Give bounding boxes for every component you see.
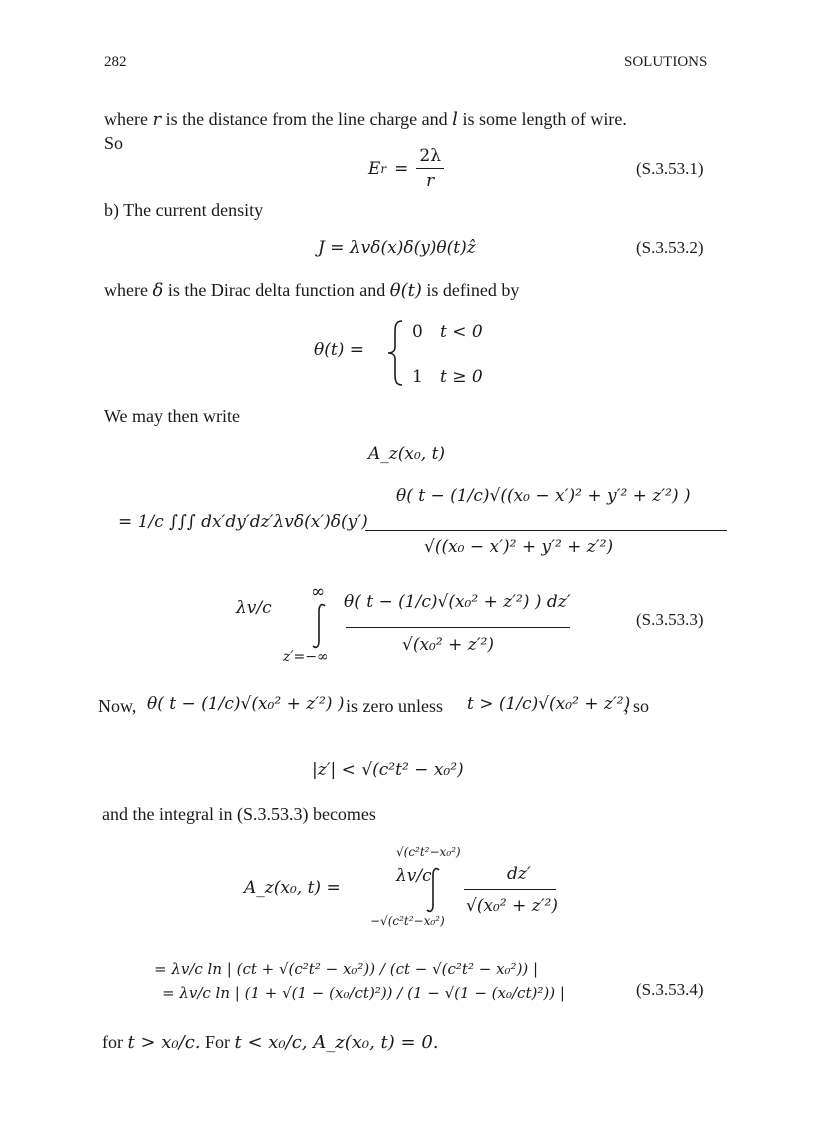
eq1-equals: = bbox=[394, 158, 409, 179]
fraction-bar bbox=[346, 627, 570, 628]
symbol-theta-t: θ(t) bbox=[389, 280, 422, 301]
symbol-r: r bbox=[152, 109, 162, 130]
eq1-lhs: E bbox=[368, 158, 381, 179]
az-heading: A_z(x₀, t) bbox=[368, 444, 446, 464]
eq3-upper-limit: ∞ bbox=[311, 582, 326, 602]
equation-s3532: J = λvδ(x)δ(y)θ(t)ẑ bbox=[318, 238, 476, 258]
text-so-comma: , so bbox=[624, 696, 650, 716]
text-segment: is defined by bbox=[421, 280, 520, 300]
eq-label-s3534: (S.3.53.4) bbox=[636, 980, 704, 999]
text-so: So bbox=[104, 133, 124, 153]
triple-integral-prefix: = 1/c ∫∫∫ dx′dy′dz′λvδ(x′)δ(y′) bbox=[118, 512, 368, 532]
equation-s3531 bbox=[368, 146, 444, 191]
text-segment: is the Dirac delta function and bbox=[163, 280, 390, 300]
eq-label-s3533: (S.3.53.3) bbox=[636, 610, 704, 629]
eq4-part1: = λv/c ln | (ct + √(c²t² − x₀²)) / (ct − √(c²t² − x₀²)) | bbox=[154, 960, 539, 978]
eq3-lower-limit: z′=−∞ bbox=[283, 649, 329, 665]
integral-sign-icon bbox=[308, 602, 330, 650]
case2-value: 1 bbox=[412, 367, 423, 387]
eq4-part2: = λv/c ln | (1 + √(1 − (x₀/ct)²)) / (1 − √(1 − (x₀/ct)²)) | bbox=[162, 984, 565, 1002]
paragraph-final-condition bbox=[102, 1030, 439, 1055]
text-segment: where bbox=[104, 109, 153, 129]
now-theta-expression: θ( t − (1/c)√(x₀² + z′²) ) bbox=[147, 694, 345, 714]
eq3-coefficient: λv/c bbox=[236, 598, 272, 618]
condition-t-greater: t > x₀/c. bbox=[127, 1032, 201, 1053]
eq1-lhs-sub: r bbox=[380, 161, 387, 176]
condition-t-less: t < x₀/c, A_z(x₀, t) = 0. bbox=[234, 1032, 439, 1053]
eq3-numerator: θ( t − (1/c)√(x₀² + z′²) ) dz′ bbox=[344, 592, 571, 612]
text-segment: where bbox=[104, 280, 153, 300]
text-segment: is some length of wire. bbox=[457, 109, 627, 129]
text-segment: is the distance from the line charge and bbox=[161, 109, 453, 129]
text-segment: For bbox=[205, 1032, 231, 1052]
paragraph-line-charge bbox=[104, 107, 716, 132]
paragraph-integral-becomes: and the integral in (S.3.53.3) becomes bbox=[102, 804, 376, 824]
case2-condition: t ≥ 0 bbox=[440, 367, 483, 387]
az-int-upper-limit: √(c²t²−x₀²) bbox=[396, 845, 461, 859]
paragraph-we-may-write: We may then write bbox=[104, 406, 241, 426]
paragraph-current-density: b) The current density bbox=[104, 200, 264, 220]
text-now: Now, bbox=[98, 696, 137, 716]
az-int-lower-limit: −√(c²t²−x₀²) bbox=[370, 914, 445, 928]
text-is-zero-unless: is zero unless bbox=[346, 696, 443, 716]
case1-value: 0 bbox=[412, 322, 423, 342]
az-int-coefficient: λv/c bbox=[396, 866, 432, 886]
case1-condition: t < 0 bbox=[440, 322, 483, 342]
az-int-numerator: dz′ bbox=[507, 864, 531, 884]
eq3-denominator: √(x₀² + z′²) bbox=[402, 635, 494, 655]
az-int-lhs: A_z(x₀, t) = bbox=[244, 878, 341, 898]
page-number: 282 bbox=[104, 54, 127, 70]
symbol-l: l bbox=[452, 109, 458, 130]
fraction-bar bbox=[464, 889, 556, 890]
eq1-fraction bbox=[416, 146, 444, 191]
now-condition: t > (1/c)√(x₀² + z′²) bbox=[467, 694, 631, 714]
running-header: SOLUTIONS bbox=[624, 54, 708, 70]
eq-label-s3532: (S.3.53.2) bbox=[636, 238, 704, 257]
text-segment: for bbox=[102, 1032, 123, 1052]
brace-icon bbox=[384, 318, 408, 388]
inequality-z: |z′| < √(c²t² − x₀²) bbox=[312, 760, 464, 780]
eq1-numerator: 2λ bbox=[416, 146, 444, 169]
symbol-delta: δ bbox=[152, 280, 164, 301]
az-int-denominator: √(x₀² + z′²) bbox=[466, 896, 558, 916]
integral-sign-icon bbox=[422, 866, 444, 914]
triple-integral-numerator: θ( t − (1/c)√((x₀ − x′)² + y′² + z′²) ) bbox=[396, 486, 691, 506]
fraction-bar bbox=[365, 530, 727, 531]
eq1-denominator: r bbox=[426, 171, 435, 191]
paragraph-dirac-delta bbox=[104, 278, 519, 303]
triple-integral-denominator: √((x₀ − x′)² + y′² + z′²) bbox=[424, 537, 614, 557]
theta-def-lhs: θ(t) = bbox=[314, 340, 364, 360]
eq-label-s3531: (S.3.53.1) bbox=[636, 159, 704, 178]
